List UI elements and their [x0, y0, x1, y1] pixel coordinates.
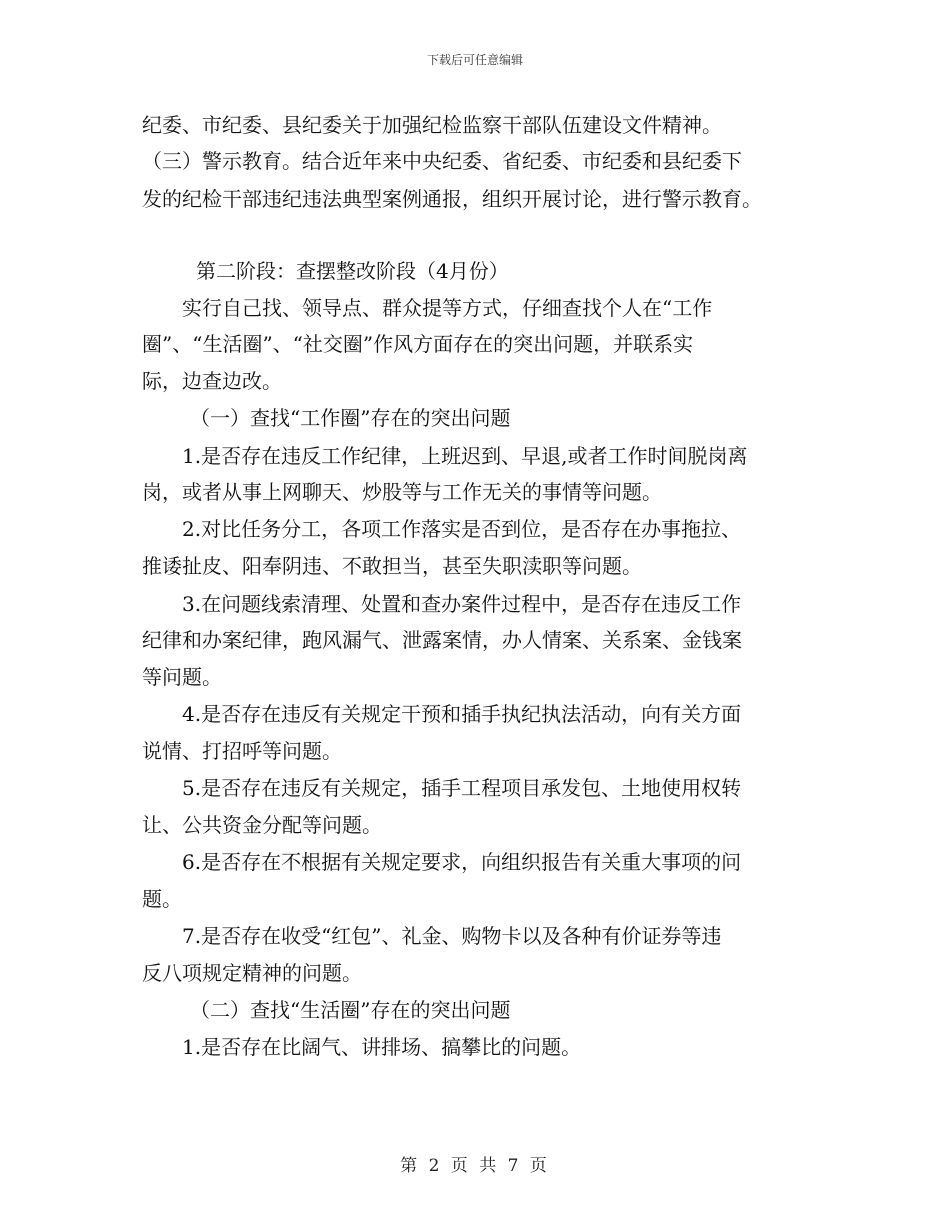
paragraph-line: 6.是否存在不根据有关规定要求，向组织报告有关重大事项的问	[182, 850, 742, 874]
paragraph-line: 4.是否存在违反有关规定干预和插手执纪执法活动，向有关方面	[182, 702, 742, 726]
paragraph-line: 7.是否存在收受“红包”、礼金、购物卡以及各种有价证券等违	[182, 924, 722, 948]
paragraph-line: 圈”、“生活圈”、“社交圈”作风方面存在的突出问题，并联系实	[142, 332, 694, 356]
paragraph-line: 际，边查边改。	[142, 369, 282, 393]
paragraph-line: 反八项规定精神的问题。	[142, 961, 362, 985]
paragraph-line: 推诿扯皮、阳奉阴违、不敢担当，甚至失职渎职等问题。	[142, 554, 642, 578]
paragraph-line: （三）警示教育。结合近年来中央纪委、省纪委、市纪委和县纪委下	[142, 149, 742, 173]
page-number-footer: 第 2 页 共 7 页	[400, 1156, 550, 1176]
page-header: 下载后可任意编辑	[426, 53, 523, 67]
paragraph-line: 1.是否存在违反工作纪律，上班迟到、早退,或者工作时间脱岗离	[182, 444, 748, 468]
paragraph-line: 说情、打招呼等问题。	[142, 739, 342, 763]
paragraph-line: 实行自己找、领导点、群众提等方式，仔细查找个人在“工作	[182, 296, 713, 320]
paragraph-line: 纪律和办案纪律，跑风漏气、泄露案情，办人情案、关系案、金钱案	[142, 628, 742, 652]
subsection-heading: （二）查找“生活圈”存在的突出问题	[190, 998, 511, 1022]
paragraph-line: 岗，或者从事上网聊天、炒股等与工作无关的事情等问题。	[142, 480, 662, 504]
paragraph-line: 等问题。	[142, 665, 222, 689]
paragraph-line: 5.是否存在违反有关规定，插手工程项目承发包、土地使用权转	[182, 776, 742, 800]
paragraph-line: 3.在问题线索清理、处置和查办案件过程中，是否存在违反工作	[182, 592, 742, 616]
paragraph-line: 纪委、市纪委、县纪委关于加强纪检监察干部队伍建设文件精神。	[142, 113, 722, 137]
section-heading: 第二阶段：查摆整改阶段（4月份）	[196, 259, 509, 283]
subsection-heading: （一）查找“工作圈”存在的突出问题	[190, 406, 511, 430]
paragraph-line: 发的纪检干部违纪违法典型案例通报，组织开展讨论，进行警示教育。	[142, 187, 762, 211]
paragraph-line: 2.对比任务分工，各项工作落实是否到位，是否存在办事拖拉、	[182, 517, 742, 541]
paragraph-line: 题。	[142, 887, 182, 911]
paragraph-line: 让、公共资金分配等问题。	[142, 813, 382, 837]
paragraph-line: 1.是否存在比阔气、讲排场、搞攀比的问题。	[182, 1035, 582, 1059]
